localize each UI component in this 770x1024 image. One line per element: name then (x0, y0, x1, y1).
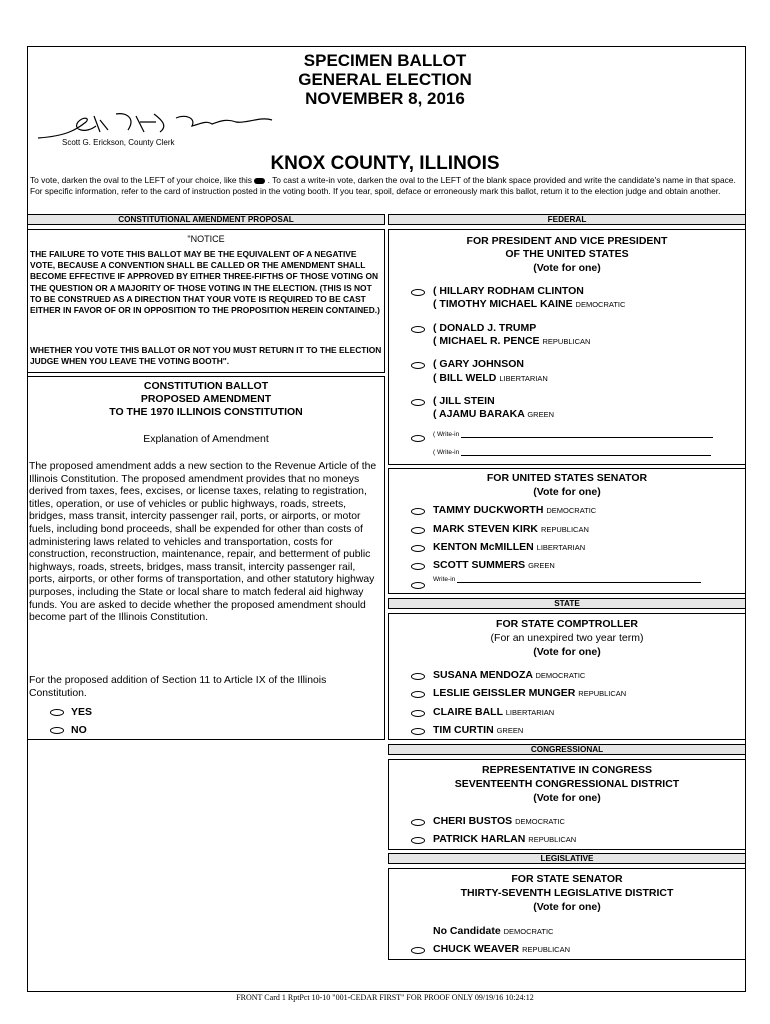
comptroller-vote-for: (Vote for one) (533, 646, 601, 658)
comptroller-candidate: TIM CURTIN GREEN (433, 724, 524, 736)
president-title-2: OF THE UNITED STATES (505, 248, 629, 260)
comptroller-title: FOR STATE COMPTROLLER (496, 618, 638, 630)
president-writein-oval[interactable] (411, 435, 425, 442)
summers-oval[interactable] (411, 563, 425, 570)
president-title-1: FOR PRESIDENT AND VICE PRESIDENT (466, 235, 668, 247)
amendment-title-2: PROPOSED AMENDMENT (140, 393, 272, 405)
congress-title-2: SEVENTEENTH CONGRESSIONAL DISTRICT (454, 778, 680, 790)
vice-president-candidate: ( MICHAEL R. PENCE REPUBLICAN (433, 335, 591, 347)
state-senator-vote-for: (Vote for one) (533, 901, 601, 913)
explanation-heading: Explanation of Amendment (143, 433, 269, 445)
munger-oval[interactable] (411, 691, 425, 698)
election-title: GENERAL ELECTION (298, 70, 472, 89)
bustos-oval[interactable] (411, 819, 425, 826)
amendment-title-1: CONSTITUTION BALLOT (143, 380, 269, 392)
vice-president-writein[interactable]: ( Write-in (433, 449, 711, 456)
mendoza-oval[interactable] (411, 673, 425, 680)
stein-oval[interactable] (411, 399, 425, 406)
president-candidate: ( GARY JOHNSON (433, 358, 525, 370)
senator-writein-oval[interactable] (411, 582, 425, 589)
senator-candidate: MARK STEVEN KIRK REPUBLICAN (433, 523, 589, 535)
senator-vote-for: (Vote for one) (533, 486, 601, 498)
state-senator-title-1: FOR STATE SENATOR (511, 873, 623, 885)
section-state: STATE (388, 598, 746, 609)
weaver-oval[interactable] (411, 947, 425, 954)
state-senator-title-2: THIRTY-SEVENTH LEGISLATIVE DISTRICT (460, 887, 674, 899)
comptroller-candidate: LESLIE GEISSLER MUNGER REPUBLICAN (433, 687, 627, 699)
clerk-signature (36, 108, 286, 142)
senator-title: FOR UNITED STATES SENATOR (486, 472, 648, 484)
no-label: NO (71, 724, 87, 736)
congress-title-1: REPRESENTATIVE IN CONGRESS (482, 764, 652, 776)
senator-writein[interactable]: Write-in (433, 576, 701, 583)
johnson-oval[interactable] (411, 362, 425, 369)
senator-candidate: SCOTT SUMMERS GREEN (433, 559, 555, 571)
comptroller-candidate: SUSANA MENDOZA DEMOCRATIC (433, 669, 586, 681)
congress-candidate: CHERI BUSTOS DEMOCRATIC (433, 815, 565, 827)
yes-label: YES (71, 706, 93, 718)
vice-president-candidate: ( BILL WELD LIBERTARIAN (433, 372, 548, 384)
proof-footer: FRONT Card 1 RptPct 10-10 "001-CEDAR FIRST" FOR PROOF ONLY 09/19/16 10:24:12 (236, 993, 534, 1002)
section-legislative: LEGISLATIVE (388, 853, 746, 864)
amendment-explanation: The proposed amendment adds a new section to the Revenue Article of the Illinois Constitution. The proposed amendment provides that no moneys derived from taxes, fees, excises, or license taxes, relating to registration, titles, operation, or use of vehicles or public highways, roads, streets, bridges, mass transit, intercity passenger rail, ports, or airports, or motor fuels, including bond proceeds, shall be expended for other than costs of administering laws related to vehicles and transportation, costs for construction, reconstruction, maintenance, repair, and betterment of public highways, roads, streets, bridges, mass transit, intercity passenger rail, ports, airports, or other forms of transportation, and other statutory highway purposes, including the State or local share to match federal aid highway funds. You are asked to decide whether the proposed amendment should become part of the Illinois Constitution. (29, 461, 377, 624)
clinton-oval[interactable] (411, 289, 425, 296)
kirk-oval[interactable] (411, 527, 425, 534)
congress-candidate: PATRICK HARLAN REPUBLICAN (433, 833, 577, 845)
clerk-name: Scott G. Erickson, County Clerk (62, 138, 175, 147)
voting-instructions: To vote, darken the oval to the LEFT of your choice, like this . To cast a write-in vote, darken the oval to the LEFT of the blank space provided and write the candidate's name in that space. For specific information, refer to the card of instruction posted in the voting booth. If you tear, spoil, deface or erroneously mark this ballot, return it to the election judge and obtain another. (30, 175, 736, 196)
notice-return: WHETHER YOU VOTE THIS BALLOT OR NOT YOU MUST RETURN IT TO THE ELECTION JUDGE WHEN YOU LEAVE THE VOTING BOOTH". (30, 345, 382, 367)
amendment-question: For the proposed addition of Section 11 to Article IX of the Illinois Constitution. (29, 675, 327, 699)
county-title: KNOX COUNTY, ILLINOIS (270, 153, 500, 174)
vice-president-candidate: ( TIMOTHY MICHAEL KAINE DEMOCRATIC (433, 298, 626, 310)
state-senator-candidate: CHUCK WEAVER REPUBLICAN (433, 943, 570, 955)
election-date: NOVEMBER 8, 2016 (305, 89, 465, 108)
senator-candidate: KENTON McMILLEN LIBERTARIAN (433, 541, 586, 553)
curtin-oval[interactable] (411, 728, 425, 735)
comptroller-candidate: CLAIRE BALL LIBERTARIAN (433, 706, 555, 718)
amendment-title-3: TO THE 1970 ILLINOIS CONSTITUTION (109, 406, 303, 418)
section-federal: FEDERAL (388, 214, 746, 225)
president-candidate: ( DONALD J. TRUMP (433, 322, 537, 334)
notice-body: THE FAILURE TO VOTE THIS BALLOT MAY BE THE EQUIVALENT OF A NEGATIVE VOTE, BECAUSE A CONVENTION SHALL BE CALLED OR THE AMENDMENT SHALL BECOME EFFECTIVE IF APPROVED BY EITHER THREE-FIFTHS OF THOSE VOTING ON THE QUESTION OR A MAJORITY OF THOSE VOTING IN THE ELECTION. (THIS IS NOT TO BE CONSTRUED AS A DIRECTION THAT YOUR VOTE IS REQUIRED TO BE CAST EITHER IN FAVOR OF OR IN OPPOSITION TO THE PROPOSITION HEREIN CONTAINED.) (30, 249, 380, 316)
congress-vote-for: (Vote for one) (533, 792, 601, 804)
ball-oval[interactable] (411, 710, 425, 717)
filled-oval-icon (254, 178, 265, 184)
section-congressional: CONGRESSIONAL (388, 744, 746, 755)
no-oval[interactable] (50, 727, 64, 734)
notice-title: "NOTICE (187, 234, 225, 244)
section-constitutional: CONSTITUTIONAL AMENDMENT PROPOSAL (27, 214, 385, 225)
president-candidate: ( HILLARY RODHAM CLINTON (433, 285, 584, 297)
president-candidate: ( JILL STEIN (433, 395, 495, 407)
vice-president-candidate: ( AJAMU BARAKA GREEN (433, 408, 554, 420)
senator-candidate: TAMMY DUCKWORTH DEMOCRATIC (433, 504, 597, 516)
trump-oval[interactable] (411, 326, 425, 333)
duckworth-oval[interactable] (411, 508, 425, 515)
ballot-title: SPECIMEN BALLOT (303, 51, 467, 70)
yes-oval[interactable] (50, 709, 64, 716)
mcmillen-oval[interactable] (411, 545, 425, 552)
no-candidate: No Candidate DEMOCRATIC (433, 925, 554, 937)
harlan-oval[interactable] (411, 837, 425, 844)
comptroller-term: (For an unexpired two year term) (490, 632, 644, 644)
president-vote-for: (Vote for one) (533, 262, 601, 274)
president-writein[interactable]: ( Write-in (433, 431, 713, 438)
